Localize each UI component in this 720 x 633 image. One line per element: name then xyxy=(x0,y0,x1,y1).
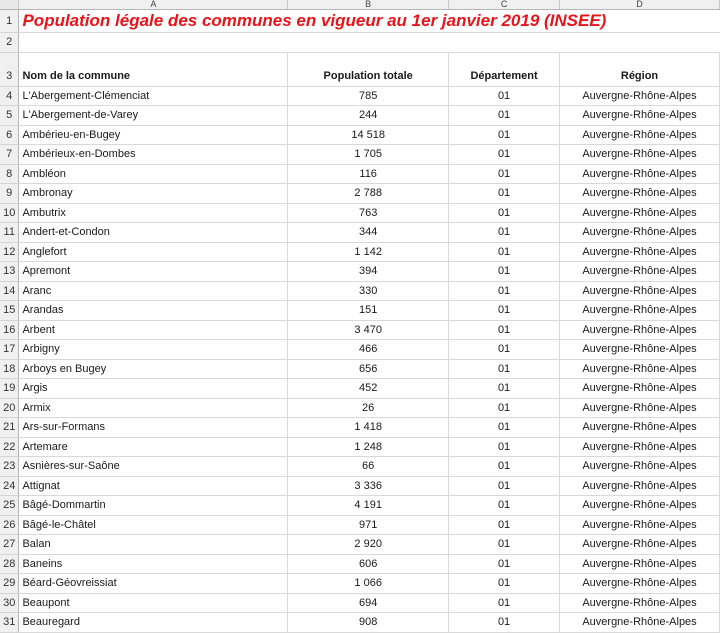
cell-region[interactable]: Auvergne-Rhône-Alpes xyxy=(560,223,720,243)
cell-commune[interactable]: Aranc xyxy=(19,281,288,301)
column-header-c[interactable]: C xyxy=(449,0,560,10)
cell-commune[interactable]: L'Abergement-de-Varey xyxy=(19,106,288,126)
cell-departement[interactable]: 01 xyxy=(449,574,560,594)
row-number[interactable]: 21 xyxy=(0,418,19,438)
cell-commune[interactable]: Ambutrix xyxy=(19,203,288,223)
cell-commune[interactable]: Arboys en Bugey xyxy=(19,359,288,379)
cell-region[interactable]: Auvergne-Rhône-Alpes xyxy=(560,125,720,145)
row-number[interactable]: 23 xyxy=(0,457,19,477)
table-row xyxy=(0,593,720,613)
cell-departement[interactable]: 01 xyxy=(449,418,560,438)
table-row xyxy=(0,106,720,126)
cell-departement[interactable]: 01 xyxy=(449,554,560,574)
header-population[interactable]: Population totale xyxy=(288,52,449,86)
row-number[interactable]: 27 xyxy=(0,535,19,555)
table-row xyxy=(0,457,720,477)
cell-commune[interactable]: L'Abergement-Clémenciat xyxy=(19,86,288,106)
table-row xyxy=(0,554,720,574)
cell[interactable] xyxy=(288,33,449,53)
cell-departement[interactable]: 01 xyxy=(449,379,560,399)
cell[interactable] xyxy=(19,33,288,53)
cell-population[interactable]: 1 066 xyxy=(288,574,449,594)
header-departement[interactable]: Département xyxy=(449,52,560,86)
row-number[interactable]: 17 xyxy=(0,340,19,360)
row-number[interactable]: 25 xyxy=(0,496,19,516)
row-number[interactable]: 5 xyxy=(0,106,19,126)
row-number[interactable]: 1 xyxy=(0,10,19,33)
cell-population[interactable]: 908 xyxy=(288,613,449,633)
cell-region[interactable]: Auvergne-Rhône-Alpes xyxy=(560,301,720,321)
cell-region[interactable]: Auvergne-Rhône-Alpes xyxy=(560,457,720,477)
cell-population[interactable]: 763 xyxy=(288,203,449,223)
cell-commune[interactable]: Ambérieux-en-Dombes xyxy=(19,145,288,165)
cell-region[interactable]: Auvergne-Rhône-Alpes xyxy=(560,145,720,165)
cell-commune[interactable]: Apremont xyxy=(19,262,288,282)
header-region[interactable]: Région xyxy=(560,52,720,86)
cell-departement[interactable]: 01 xyxy=(449,145,560,165)
cell-commune[interactable]: Bâgé-le-Châtel xyxy=(19,515,288,535)
header-commune[interactable]: Nom de la commune xyxy=(19,52,288,86)
cell-region[interactable]: Auvergne-Rhône-Alpes xyxy=(560,340,720,360)
table-row xyxy=(0,203,720,223)
sheet-title-cell[interactable]: Population légale des communes en vigueur au 1er janvier 2019 (INSEE) xyxy=(19,10,720,33)
cell-departement[interactable]: 01 xyxy=(449,125,560,145)
cell-departement[interactable]: 01 xyxy=(449,457,560,477)
cell-region[interactable]: Auvergne-Rhône-Alpes xyxy=(560,203,720,223)
row-number[interactable]: 30 xyxy=(0,593,19,613)
row-number[interactable]: 3 xyxy=(0,52,19,86)
row-number[interactable]: 10 xyxy=(0,203,19,223)
cell-departement[interactable]: 01 xyxy=(449,593,560,613)
cell-commune[interactable]: Andert-et-Condon xyxy=(19,223,288,243)
table-row xyxy=(0,125,720,145)
table-row xyxy=(0,86,720,106)
cell-population[interactable]: 151 xyxy=(288,301,449,321)
column-header-row xyxy=(0,0,720,10)
cell-departement[interactable]: 01 xyxy=(449,515,560,535)
cell-departement[interactable]: 01 xyxy=(449,613,560,633)
cell-commune[interactable]: Armix xyxy=(19,398,288,418)
header-row xyxy=(0,52,720,86)
cell-region[interactable]: Auvergne-Rhône-Alpes xyxy=(560,86,720,106)
cell-region[interactable]: Auvergne-Rhône-Alpes xyxy=(560,515,720,535)
cell-commune[interactable]: Beaupont xyxy=(19,593,288,613)
row-number[interactable]: 13 xyxy=(0,262,19,282)
cell-population[interactable]: 1 142 xyxy=(288,242,449,262)
cell-commune[interactable]: Bâgé-Dommartin xyxy=(19,496,288,516)
cell-commune[interactable]: Ambléon xyxy=(19,164,288,184)
blank-row xyxy=(0,33,720,53)
row-number[interactable]: 16 xyxy=(0,320,19,340)
table-row xyxy=(0,613,720,633)
table-row xyxy=(0,535,720,555)
table-row xyxy=(0,515,720,535)
cell-departement[interactable]: 01 xyxy=(449,164,560,184)
cell-commune[interactable]: Arandas xyxy=(19,301,288,321)
cell-region[interactable]: Auvergne-Rhône-Alpes xyxy=(560,593,720,613)
cell-population[interactable]: 466 xyxy=(288,340,449,360)
cell-departement[interactable]: 01 xyxy=(449,223,560,243)
row-number[interactable]: 8 xyxy=(0,164,19,184)
cell-region[interactable]: Auvergne-Rhône-Alpes xyxy=(560,496,720,516)
cell-region[interactable]: Auvergne-Rhône-Alpes xyxy=(560,398,720,418)
cell-commune[interactable]: Béard-Géovreissiat xyxy=(19,574,288,594)
cell-commune[interactable]: Asnières-sur-Saône xyxy=(19,457,288,477)
cell-population[interactable]: 2 920 xyxy=(288,535,449,555)
cell-departement[interactable]: 01 xyxy=(449,262,560,282)
cell-departement[interactable]: 01 xyxy=(449,320,560,340)
row-number[interactable]: 14 xyxy=(0,281,19,301)
cell-departement[interactable]: 01 xyxy=(449,398,560,418)
cell-region[interactable]: Auvergne-Rhône-Alpes xyxy=(560,476,720,496)
row-number[interactable]: 29 xyxy=(0,574,19,594)
cell-departement[interactable]: 01 xyxy=(449,359,560,379)
cell-commune[interactable]: Argis xyxy=(19,379,288,399)
table-row xyxy=(0,184,720,204)
cell[interactable] xyxy=(560,33,720,53)
cell-population[interactable]: 116 xyxy=(288,164,449,184)
row-number[interactable]: 15 xyxy=(0,301,19,321)
cell-commune[interactable]: Beauregard xyxy=(19,613,288,633)
row-number[interactable]: 9 xyxy=(0,184,19,204)
cell-population[interactable]: 66 xyxy=(288,457,449,477)
cell-region[interactable]: Auvergne-Rhône-Alpes xyxy=(560,281,720,301)
cell-commune[interactable]: Baneins xyxy=(19,554,288,574)
cell-population[interactable]: 14 518 xyxy=(288,125,449,145)
cell-departement[interactable]: 01 xyxy=(449,203,560,223)
row-number[interactable]: 22 xyxy=(0,437,19,457)
cell-commune[interactable]: Artemare xyxy=(19,437,288,457)
cell-departement[interactable]: 01 xyxy=(449,535,560,555)
cell-population[interactable]: 1 705 xyxy=(288,145,449,165)
cell-population[interactable]: 4 191 xyxy=(288,496,449,516)
cell-population[interactable]: 1 418 xyxy=(288,418,449,438)
row-number[interactable]: 2 xyxy=(0,33,19,53)
cell-region[interactable]: Auvergne-Rhône-Alpes xyxy=(560,554,720,574)
table-row xyxy=(0,281,720,301)
row-number[interactable]: 7 xyxy=(0,145,19,165)
cell-region[interactable]: Auvergne-Rhône-Alpes xyxy=(560,574,720,594)
table-row xyxy=(0,476,720,496)
cell-population[interactable]: 3 336 xyxy=(288,476,449,496)
table-row xyxy=(0,496,720,516)
table-row xyxy=(0,145,720,165)
table-row xyxy=(0,359,720,379)
table-row xyxy=(0,301,720,321)
cell-region[interactable]: Auvergne-Rhône-Alpes xyxy=(560,164,720,184)
cell-departement[interactable]: 01 xyxy=(449,437,560,457)
cell-population[interactable]: 971 xyxy=(288,515,449,535)
table-row xyxy=(0,340,720,360)
cell-commune[interactable]: Attignat xyxy=(19,476,288,496)
cell-population[interactable]: 656 xyxy=(288,359,449,379)
cell-population[interactable]: 606 xyxy=(288,554,449,574)
cell-commune[interactable]: Ars-sur-Formans xyxy=(19,418,288,438)
table-row xyxy=(0,437,720,457)
cell-region[interactable]: Auvergne-Rhône-Alpes xyxy=(560,437,720,457)
table-row xyxy=(0,164,720,184)
cell-departement[interactable]: 01 xyxy=(449,184,560,204)
table-row xyxy=(0,574,720,594)
row-number[interactable]: 28 xyxy=(0,554,19,574)
row-number[interactable]: 19 xyxy=(0,379,19,399)
cell-commune[interactable]: Balan xyxy=(19,535,288,555)
cell-region[interactable]: Auvergne-Rhône-Alpes xyxy=(560,320,720,340)
table-row xyxy=(0,398,720,418)
cell-population[interactable]: 1 248 xyxy=(288,437,449,457)
row-number[interactable]: 20 xyxy=(0,398,19,418)
cell-commune[interactable]: Anglefort xyxy=(19,242,288,262)
table-row xyxy=(0,379,720,399)
cell-region[interactable]: Auvergne-Rhône-Alpes xyxy=(560,184,720,204)
cell-commune[interactable]: Arbent xyxy=(19,320,288,340)
column-header-a[interactable]: A xyxy=(19,0,288,10)
cell-population[interactable]: 2 788 xyxy=(288,184,449,204)
row-number[interactable]: 18 xyxy=(0,359,19,379)
cell-region[interactable]: Auvergne-Rhône-Alpes xyxy=(560,262,720,282)
cell-departement[interactable]: 01 xyxy=(449,106,560,126)
cell-commune[interactable]: Ambronay xyxy=(19,184,288,204)
cell-departement[interactable]: 01 xyxy=(449,281,560,301)
cell-departement[interactable]: 01 xyxy=(449,301,560,321)
cell-departement[interactable]: 01 xyxy=(449,340,560,360)
cell-region[interactable]: Auvergne-Rhône-Alpes xyxy=(560,535,720,555)
row-number[interactable]: 26 xyxy=(0,515,19,535)
cell-region[interactable]: Auvergne-Rhône-Alpes xyxy=(560,106,720,126)
row-number[interactable]: 4 xyxy=(0,86,19,106)
cell-commune[interactable]: Ambérieu-en-Bugey xyxy=(19,125,288,145)
cell[interactable] xyxy=(449,33,560,53)
cell-population[interactable]: 3 470 xyxy=(288,320,449,340)
cell-departement[interactable]: 01 xyxy=(449,242,560,262)
cell-region[interactable]: Auvergne-Rhône-Alpes xyxy=(560,613,720,633)
column-header-d[interactable]: D xyxy=(560,0,720,10)
cell-departement[interactable]: 01 xyxy=(449,86,560,106)
table-row xyxy=(0,320,720,340)
cell-population[interactable]: 344 xyxy=(288,223,449,243)
row-number[interactable]: 11 xyxy=(0,223,19,243)
cell-departement[interactable]: 01 xyxy=(449,496,560,516)
cell-population[interactable]: 330 xyxy=(288,281,449,301)
cell-population[interactable]: 394 xyxy=(288,262,449,282)
table-row xyxy=(0,223,720,243)
table-row xyxy=(0,418,720,438)
cell-region[interactable]: Auvergne-Rhône-Alpes xyxy=(560,359,720,379)
cell-population[interactable]: 452 xyxy=(288,379,449,399)
cell-region[interactable]: Auvergne-Rhône-Alpes xyxy=(560,418,720,438)
row-number[interactable]: 6 xyxy=(0,125,19,145)
cell-population[interactable]: 785 xyxy=(288,86,449,106)
cell-commune[interactable]: Arbigny xyxy=(19,340,288,360)
row-number[interactable]: 12 xyxy=(0,242,19,262)
cell-region[interactable]: Auvergne-Rhône-Alpes xyxy=(560,379,720,399)
cell-population[interactable]: 694 xyxy=(288,593,449,613)
table-row xyxy=(0,242,720,262)
title-row xyxy=(0,10,720,33)
cell-region[interactable]: Auvergne-Rhône-Alpes xyxy=(560,242,720,262)
cell-departement[interactable]: 01 xyxy=(449,476,560,496)
row-number[interactable]: 31 xyxy=(0,613,19,633)
column-header-b[interactable]: B xyxy=(288,0,449,10)
select-all-corner[interactable] xyxy=(0,0,19,10)
row-number[interactable]: 24 xyxy=(0,476,19,496)
cell-population[interactable]: 244 xyxy=(288,106,449,126)
table-row xyxy=(0,262,720,282)
cell-population[interactable]: 26 xyxy=(288,398,449,418)
